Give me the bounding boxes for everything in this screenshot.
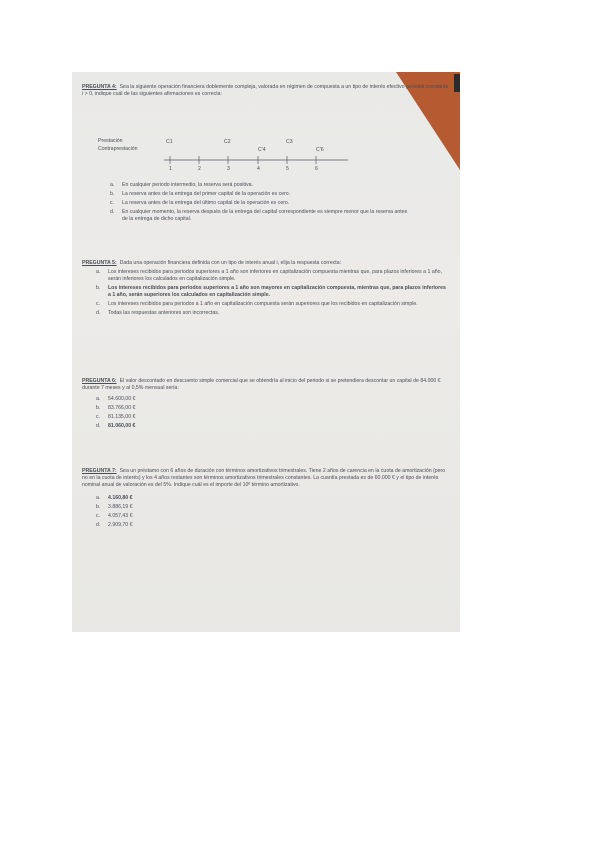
question-7-text: Sea un préstamo con 6 años de duración con términos amortizativos trimestrales. Tiene 2 años de carencia en la cuota de amortización (pero no en la cuota de interés) y los 4 años restantes son términos amortizativos trimestrales constantes. La cuantía prestada es de 60.000 € y el tipo de interés nominal anual de valoración es del 5%. Indique cuál es el importe del 10º término amortizativo.: [82, 468, 446, 488]
question-7-statement: [82, 468, 450, 489]
question-4-option-d[interactable]: d. En cualquier momento, la reserva después de la entrega del capital correspondiente es siempre menor que la reserva antes de la entrega de dicho capital.: [110, 209, 408, 222]
question-6-title: PREGUNTA 6:: [82, 378, 117, 384]
question-5-option-c[interactable]: c. Los intereses recibidos para periodos a 1 año en capitalización compuesta serán superiores que los recibidos en capitalización simple.: [96, 301, 418, 307]
question-5-title: PREGUNTA 5:: [82, 260, 117, 266]
question-6-option-b[interactable]: b. 83.766,00 €: [96, 405, 136, 411]
question-4-option-b[interactable]: b. La reserva antes de la entrega del primer capital de la operación es cero.: [110, 191, 291, 197]
question-7-option-a[interactable]: a. 4.160,80 €: [96, 495, 133, 501]
question-4: [82, 84, 450, 98]
diagram-label-prestacion: Prestación: [98, 138, 123, 144]
question-6-text: El valor descontado en descuento simple comercial que se obtendría al inicio del periodo si se pretendiera descontar un capital de 84.000 € durante 7 meses y al 0,5% mensual sería:: [82, 378, 441, 391]
question-5-statement: [82, 260, 450, 267]
question-5: [82, 260, 450, 317]
question-7-option-c[interactable]: c. 4.057,43 €: [96, 513, 133, 519]
question-7-option-d[interactable]: d. 2.909,70 €: [96, 522, 133, 528]
question-4-option-c[interactable]: c. La reserva antes de la entrega del último capital de la operación es cero.: [110, 200, 290, 206]
question-7-option-b[interactable]: b. 3.886,19 €: [96, 504, 133, 510]
question-6-option-a[interactable]: a. 54.600,00 €: [96, 396, 136, 402]
diagram-capital-c2: C2: [224, 139, 231, 145]
question-4-statement: [82, 84, 450, 98]
question-6-option-d[interactable]: d. 81.060,00 €: [96, 423, 136, 429]
question-4-options: [110, 180, 410, 223]
diagram-tick-3: 3: [227, 166, 230, 172]
diagram-capital-c3: C3: [286, 139, 293, 145]
diagram-label-contraprestacion: Contraprestación: [98, 146, 138, 152]
diagram-tick-2: 2: [198, 166, 201, 172]
exam-paper: [72, 72, 460, 632]
question-5-option-a[interactable]: a. Los intereses recibidos para periodos superiores a 1 año son inferiores en capitalización compuesta mientras que, para plazos inferiores a 1 año, serán inferiores los calculados en capitalización simple.: [96, 269, 442, 282]
diagram-tick-4: 4: [257, 166, 260, 172]
cash-flow-diagram: [98, 138, 368, 180]
question-5-text: Dada una operación financiera definida con un tipo de interés anual i, elija la respuesta correcta:: [119, 260, 342, 266]
question-5-option-b[interactable]: b. Los intereses recibidos para periodos superiores a 1 año son mayores en capitalización compuesta, mientras que, para plazos inferiores a 1 año, serán superiores los calculados en capitalización simple.: [96, 285, 446, 298]
diagram-tick-1: 1: [169, 166, 172, 172]
question-4-option-a[interactable]: a. En cualquier periodo intermedio, la reserva será positiva.: [110, 182, 253, 188]
question-5-option-d[interactable]: d. Todas las respuestas anteriores son incorrectas.: [96, 310, 220, 316]
diagram-capital-c1: C1: [166, 139, 173, 145]
question-4-text: Sea la siguiente operación financiera doblemente compleja, valorada en régimen de compuesta a un tipo de interés efectivo periodal constante i > 0, indique cuál de las siguientes afirmaciones es correcta:: [82, 84, 449, 97]
question-7: [82, 468, 450, 529]
diagram-tick-6: 6: [315, 166, 318, 172]
scanned-page-photo: [72, 72, 460, 632]
question-7-title: PREGUNTA 7:: [82, 468, 117, 474]
question-6-option-c[interactable]: c. 81.135,00 €: [96, 414, 136, 420]
diagram-timeline: [98, 138, 368, 180]
diagram-capital-c4: C'4: [258, 147, 266, 153]
question-6-statement: [82, 378, 450, 392]
diagram-tick-5: 5: [286, 166, 289, 172]
question-4-title: PREGUNTA 4:: [82, 84, 117, 90]
question-6: [82, 378, 450, 430]
diagram-capital-c6: C'6: [316, 147, 324, 153]
